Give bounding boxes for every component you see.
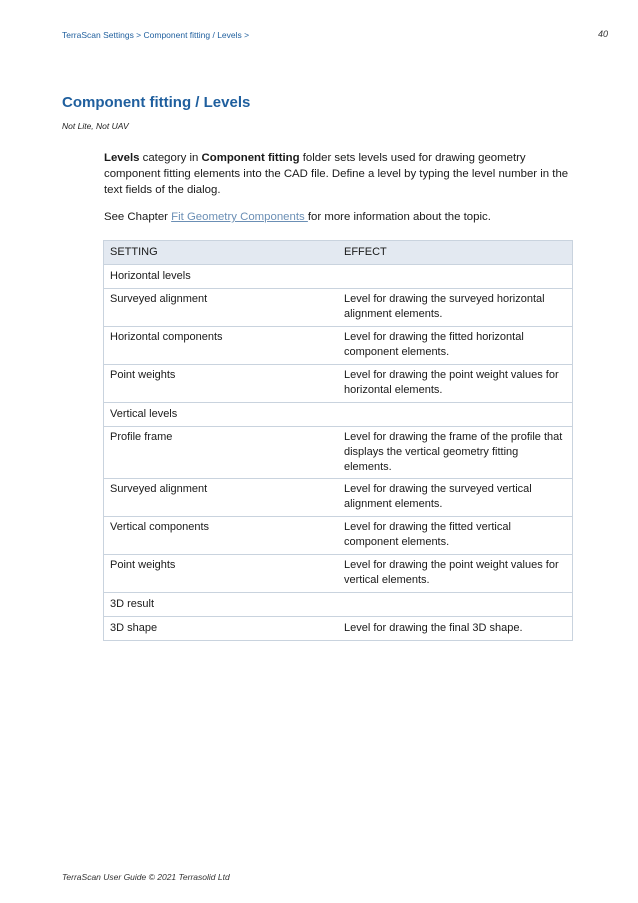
group-row-3d-result <box>104 593 573 617</box>
intro-text-2: folder sets levels used for drawing geometry component fitting elements into the CAD file. Define a level by typing the level number in the text fields of the dialog. <box>104 152 569 196</box>
page-number: 40 <box>597 29 608 39</box>
table-row <box>104 617 573 641</box>
table-row <box>104 427 573 479</box>
header-effect: EFFECT <box>338 241 573 265</box>
table-row <box>104 517 573 555</box>
group-title: Horizontal levels <box>104 265 573 289</box>
effect-cell: Level for drawing the point weight values for horizontal elements. <box>338 365 573 403</box>
effect-cell: Level for drawing the final 3D shape. <box>338 617 573 641</box>
header-setting: SETTING <box>104 241 339 265</box>
intro-bold-levels: Levels <box>104 152 140 164</box>
group-title: 3D result <box>104 593 573 617</box>
page-title: Component fitting / Levels <box>62 94 251 111</box>
see-chapter-suffix: for more information about the topic. <box>307 211 491 223</box>
table-row <box>104 327 573 365</box>
table-row <box>104 365 573 403</box>
settings-table <box>103 240 573 641</box>
effect-cell: Level for drawing the point weight values for vertical elements. <box>338 555 573 593</box>
effect-cell: Level for drawing the frame of the profile that displays the vertical geometry fitting elements. <box>338 427 573 479</box>
group-row-vertical-levels <box>104 403 573 427</box>
effect-cell: Level for drawing the fitted horizontal component elements. <box>338 327 573 365</box>
setting-cell: Point weights <box>104 365 339 403</box>
effect-cell: Level for drawing the surveyed horizontal alignment elements. <box>338 289 573 327</box>
page-footer: TerraScan User Guide © 2021 Terrasolid Ltd <box>62 872 230 882</box>
fit-geometry-components-link[interactable]: Fit Geometry Components <box>171 211 308 223</box>
setting-cell: Vertical components <box>104 517 339 555</box>
group-row-horizontal-levels <box>104 265 573 289</box>
setting-cell: Surveyed alignment <box>104 479 339 517</box>
setting-cell: Point weights <box>104 555 339 593</box>
setting-cell: Surveyed alignment <box>104 289 339 327</box>
table-row <box>104 479 573 517</box>
table-header-row <box>104 241 573 265</box>
intro-paragraph <box>104 150 582 198</box>
table-row <box>104 555 573 593</box>
see-chapter-paragraph <box>104 209 582 225</box>
group-title: Vertical levels <box>104 403 573 427</box>
intro-bold-component-fitting: Component fitting <box>201 152 300 164</box>
table-row <box>104 289 573 327</box>
setting-cell: Horizontal components <box>104 327 339 365</box>
breadcrumb[interactable]: TerraScan Settings > Component fitting / Levels > <box>62 30 250 40</box>
setting-cell: Profile frame <box>104 427 339 479</box>
intro-text-1: category in <box>139 152 202 164</box>
see-chapter-prefix: See Chapter <box>104 211 172 223</box>
effect-cell: Level for drawing the surveyed vertical alignment elements. <box>338 479 573 517</box>
setting-cell: 3D shape <box>104 617 339 641</box>
page-subtitle: Not Lite, Not UAV <box>62 121 129 131</box>
effect-cell: Level for drawing the fitted vertical component elements. <box>338 517 573 555</box>
